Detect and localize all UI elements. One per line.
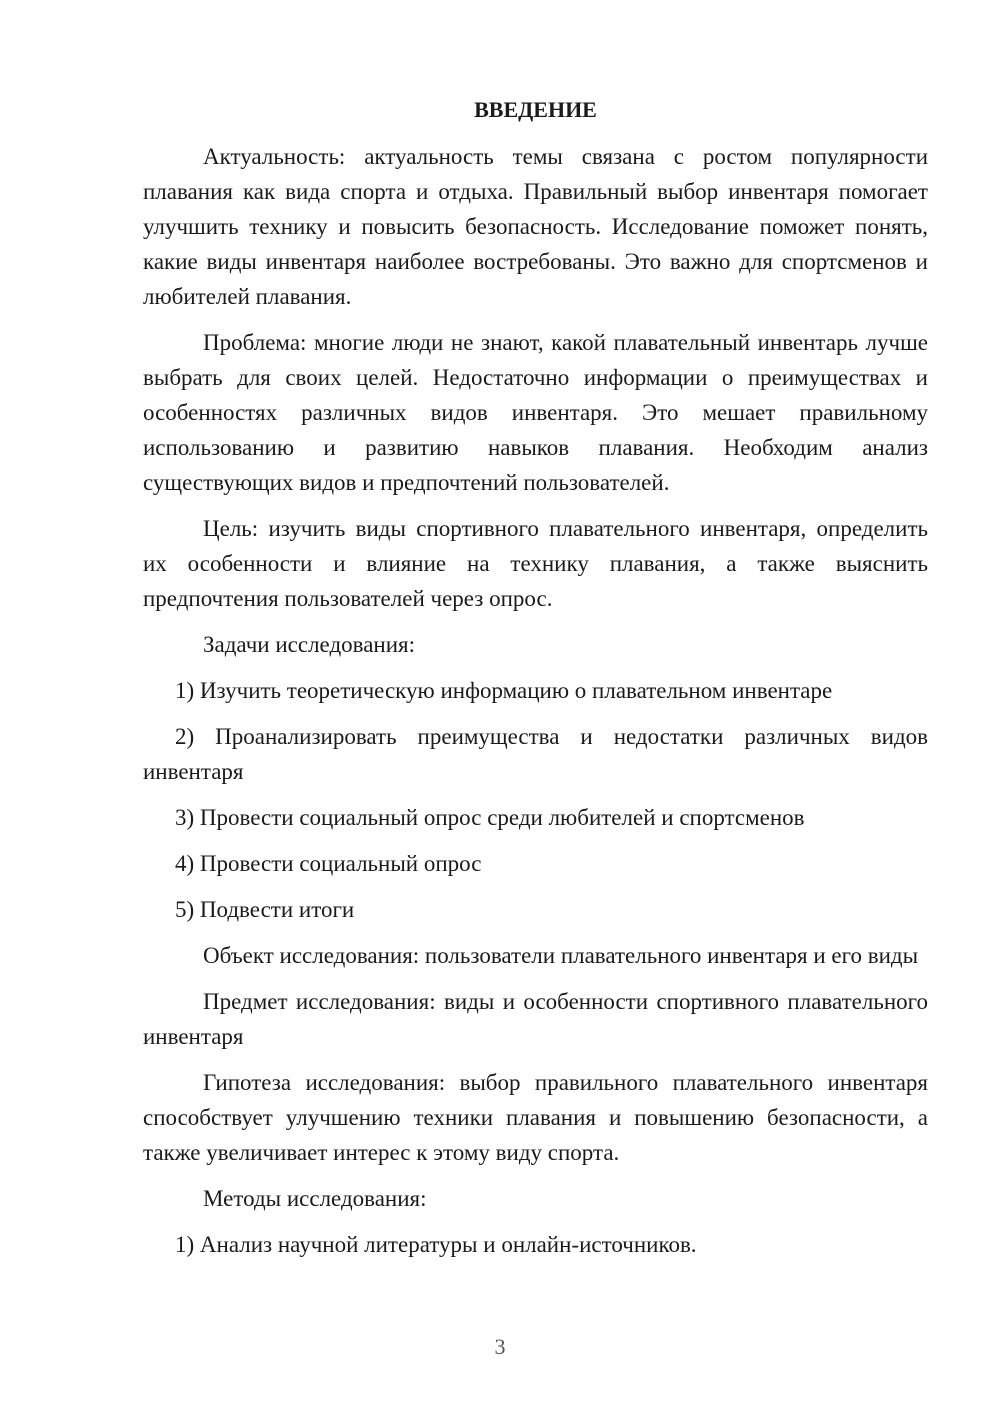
section-heading: ВВЕДЕНИЕ xyxy=(474,97,597,122)
problem-paragraph: Проблема: многие люди не знают, какой плавательный инвентарь лучше выбрать для своих целей. Недостаточно информации о преимуществах и особенностях различных видов инвентаря. Это мешает правильному использованию и развитию навыков плавания. Необходим анализ существующих видов и предпочтений пользователей. xyxy=(143,330,928,495)
tasks-heading: Задачи исследования: xyxy=(203,632,416,657)
object-paragraph: Объект исследования: пользователи плавательного инвентаря и его виды xyxy=(203,943,919,968)
task-item-5: 5) Подвести итоги xyxy=(175,897,355,922)
task-item-1: 1) Изучить теоретическую информацию о плавательном инвентаре xyxy=(175,678,833,703)
hypothesis-paragraph: Гипотеза исследования: выбор правильного плавательного инвентаря способствует улучшению техники плавания и повышению безопасности, а также увеличивает интерес к этому виду спорта. xyxy=(143,1070,928,1165)
goal-paragraph: Цель: изучить виды спортивного плавательного инвентаря, определить их особенности и влияние на технику плавания, а также выяснить предпочтения пользователей через опрос. xyxy=(143,516,928,611)
task-item-2: 2) Проанализировать преимущества и недостатки различных видов инвентаря xyxy=(143,724,928,784)
method-item-1: 1) Анализ научной литературы и онлайн-источников. xyxy=(175,1232,697,1257)
page-content xyxy=(143,92,928,1262)
relevance-paragraph: Актуальность: актуальность темы связана с ростом популярности плавания как вида спорта и отдыха. Правильный выбор инвентаря помогает улучшить технику и повысить безопасность. Исследование поможет понять, какие виды инвентаря наиболее востребованы. Это важно для спортсменов и любителей плавания. xyxy=(143,144,928,309)
methods-heading: Методы исследования: xyxy=(203,1186,427,1211)
page-number: 3 xyxy=(494,1334,506,1359)
task-item-3: 3) Провести социальный опрос среди любителей и спортсменов xyxy=(175,805,805,830)
subject-paragraph: Предмет исследования: виды и особенности спортивного плавательного инвентаря xyxy=(143,989,928,1049)
task-item-4: 4) Провести социальный опрос xyxy=(175,851,482,876)
